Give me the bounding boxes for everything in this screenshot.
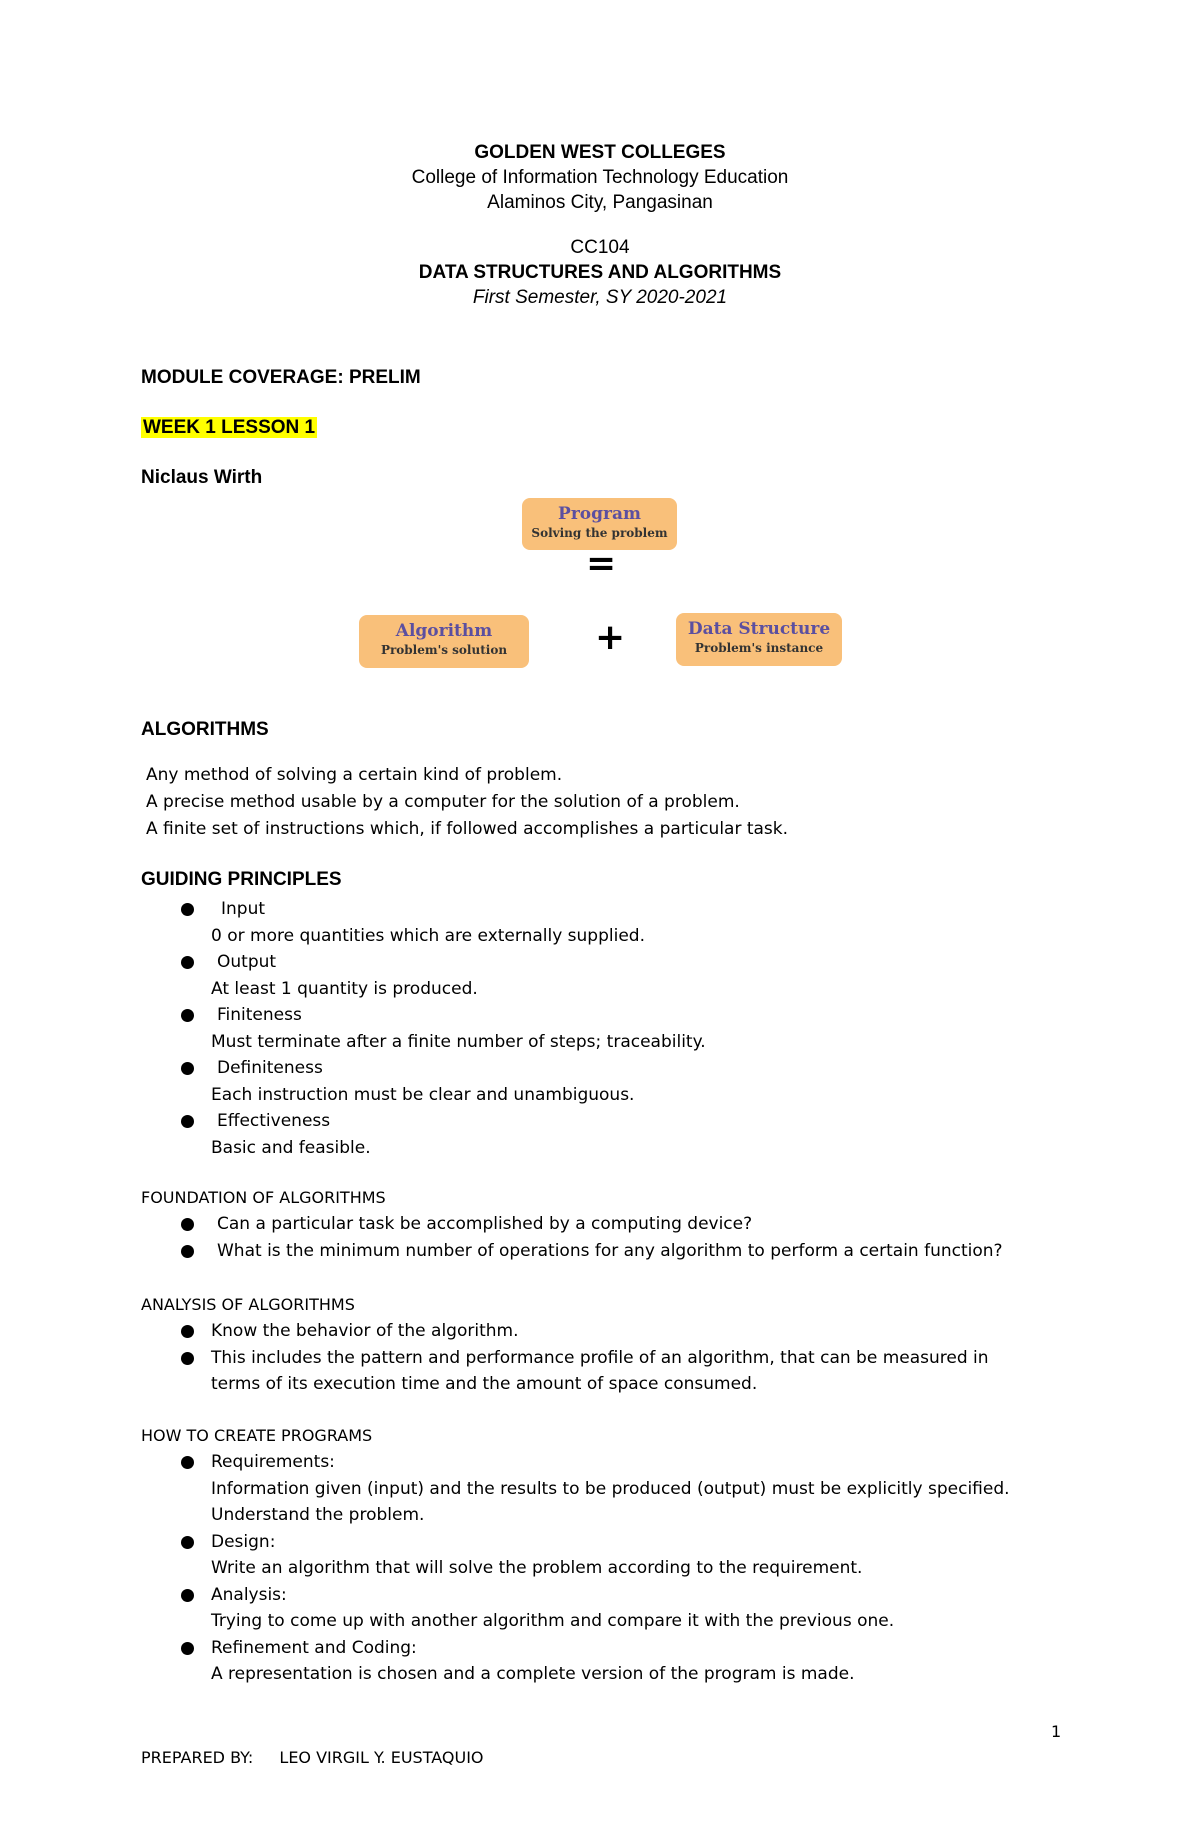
list-item xyxy=(141,1002,1141,1055)
list-item xyxy=(141,1582,1141,1635)
institution-name: GOLDEN WEST COLLEGES xyxy=(474,142,726,163)
algorithm-definition: A finite set of instructions which, if followed accomplishes a particular task. xyxy=(146,819,789,839)
bullet-icon xyxy=(181,956,194,969)
course-title: DATA STRUCTURES AND ALGORITHMS xyxy=(418,262,782,283)
step-label: Design: xyxy=(211,1531,276,1552)
semester: First Semester, SY 2020-2021 xyxy=(472,287,728,308)
algorithms-definitions xyxy=(146,762,788,843)
bullet-icon xyxy=(181,1642,194,1655)
week-label xyxy=(141,417,317,439)
analysis-heading: ANALYSIS OF ALGORITHMS xyxy=(141,1295,355,1314)
bullet-icon xyxy=(181,1589,194,1602)
data-structure-box-subtitle: Problem's instance xyxy=(694,641,824,655)
principle-desc: At least 1 quantity is produced. xyxy=(211,978,478,999)
bullet-icon xyxy=(181,1009,194,1022)
list-item xyxy=(141,896,1141,949)
list-item xyxy=(141,1318,1141,1345)
step-desc: A representation is chosen and a complete version of the program is made. xyxy=(211,1664,855,1684)
principle-desc: Must terminate after a finite number of steps; traceability. xyxy=(211,1031,706,1052)
list-item xyxy=(141,1211,1141,1238)
footer xyxy=(141,1748,484,1767)
list-item xyxy=(141,949,1141,1002)
step-desc: Write an algorithm that will solve the problem according to the requirement. xyxy=(211,1558,863,1578)
principle-desc: Basic and feasible. xyxy=(211,1137,371,1158)
how-to-heading: HOW TO CREATE PROGRAMS xyxy=(141,1426,373,1445)
analysis-point: Know the behavior of the algorithm. xyxy=(211,1321,519,1341)
bullet-icon xyxy=(181,1115,194,1128)
list-item xyxy=(141,1635,1141,1688)
plus-sign: + xyxy=(595,617,626,658)
principle-label: Output xyxy=(217,952,277,972)
algorithm-definition: A precise method usable by a computer for the solution of a problem. xyxy=(146,792,740,812)
principle-label: Input xyxy=(221,899,266,919)
college-location: Alaminos City, Pangasinan xyxy=(487,192,713,213)
bullet-icon xyxy=(181,1218,194,1231)
principle-label: Finiteness xyxy=(217,1005,302,1025)
program-equation-diagram xyxy=(0,490,1200,680)
data-structure-box xyxy=(676,613,842,666)
guiding-principles-list xyxy=(141,896,1141,1161)
preparer-name: LEO VIRGIL Y. EUSTAQUIO xyxy=(279,1748,484,1767)
principle-label: Effectiveness xyxy=(217,1111,331,1131)
principle-desc: 0 or more quantities which are externally supplied. xyxy=(211,925,645,946)
list-item xyxy=(141,1529,1141,1582)
bullet-icon xyxy=(181,1536,194,1549)
document-header xyxy=(0,140,1200,310)
foundation-question: What is the minimum number of operations for any algorithm to perform a certain function? xyxy=(217,1240,1003,1261)
foundation-heading: FOUNDATION OF ALGORITHMS xyxy=(141,1188,386,1207)
prepared-by-label: PREPARED BY: xyxy=(141,1748,254,1767)
principle-desc: Each instruction must be clear and unambiguous. xyxy=(211,1084,635,1105)
week-label-highlight: WEEK 1 LESSON 1 xyxy=(143,417,316,438)
analysis-list xyxy=(141,1318,1141,1398)
bullet-icon xyxy=(181,1456,194,1469)
step-desc: Trying to come up with another algorithm and compare it with the previous one. xyxy=(211,1611,895,1631)
guiding-principles-heading: GUIDING PRINCIPLES xyxy=(141,869,342,890)
principle-label: Definiteness xyxy=(217,1058,323,1078)
step-label: Analysis: xyxy=(211,1584,287,1605)
equals-sign: = xyxy=(586,543,617,584)
bullet-icon xyxy=(181,1062,194,1075)
program-box-subtitle: Solving the problem xyxy=(531,526,668,540)
author-heading: Niclaus Wirth xyxy=(141,467,263,488)
bullet-icon xyxy=(181,1352,194,1365)
algorithm-box-title: Algorithm xyxy=(395,621,493,641)
program-box-title: Program xyxy=(558,504,641,524)
algorithm-box xyxy=(359,615,529,668)
step-label: Refinement and Coding: xyxy=(211,1637,417,1658)
algorithms-heading: ALGORITHMS xyxy=(141,719,269,740)
foundation-list xyxy=(141,1211,1141,1264)
bullet-icon xyxy=(181,1325,194,1338)
list-item xyxy=(141,1345,1141,1398)
analysis-point-continued: terms of its execution time and the amount of space consumed. xyxy=(211,1374,758,1394)
bullet-icon xyxy=(181,903,194,916)
step-label: Requirements: xyxy=(211,1452,335,1472)
bullet-icon xyxy=(181,1245,194,1258)
list-item xyxy=(141,1055,1141,1108)
course-code: CC104 xyxy=(570,237,630,258)
list-item xyxy=(141,1238,1141,1265)
list-item xyxy=(141,1108,1141,1161)
algorithm-box-subtitle: Problem's solution xyxy=(380,643,508,657)
analysis-point: This includes the pattern and performance profile of an algorithm, that can be measured in xyxy=(211,1347,989,1368)
step-desc-continued: Understand the problem. xyxy=(211,1505,425,1525)
module-coverage: MODULE COVERAGE: PRELIM xyxy=(141,367,421,388)
algorithm-definition: Any method of solving a certain kind of problem. xyxy=(146,765,563,785)
list-item xyxy=(141,1449,1141,1529)
how-to-list xyxy=(141,1449,1141,1688)
page-number: 1 xyxy=(1051,1722,1062,1741)
data-structure-box-title: Data Structure xyxy=(687,619,831,639)
college-name: College of Information Technology Education xyxy=(411,167,789,188)
foundation-question: Can a particular task be accomplished by a computing device? xyxy=(217,1214,753,1234)
step-desc: Information given (input) and the results to be produced (output) must be explicitly specified. xyxy=(211,1478,1010,1499)
